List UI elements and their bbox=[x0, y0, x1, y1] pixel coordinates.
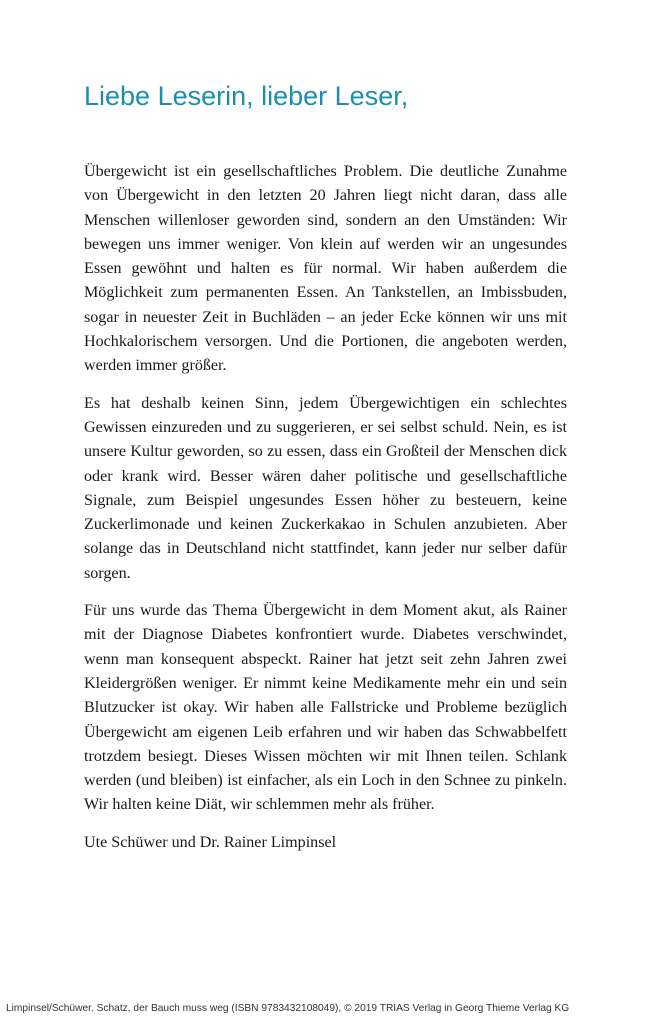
paragraph-1: Übergewicht ist ein gesellschaftliches Problem. Die deutliche Zunahme von Übergewicht in den letzten 20 Jahren liegt nicht daran, dass alle Menschen willenloser geworden sind, sondern an den Umständen: Wir bewegen uns immer weniger. Von klein auf werden wir an ungesundes Essen gewöhnt und halten es für normal. Wir haben außerdem die Möglichkeit zum permanenten Essen. An Tankstellen, an Imbissbuden, sogar in neuester Zeit in Buchläden – an jeder Ecke können wir uns mit Hochkalorischem versorgen. Und die Portionen, die angeboten werden, werden immer größer. bbox=[84, 163, 567, 375]
paragraph-2: Es hat deshalb keinen Sinn, jedem Übergewichtigen ein schlechtes Gewissen einzureden und zu suggerieren, er sei selbst schuld. Nein, es ist unsere Kultur geworden, so zu essen, dass ein Großteil der Menschen dick oder krank wird. Besser wären daher politische und gesellschaftliche Signale, zum Beispiel ungesundes Essen höher zu besteuern, keine Zuckerlimonade und keinen Zuckerkakao in Schulen anzubieten. Aber solange das in Deutschland nicht stattfindet, kann jeder nur selber dafür sorgen. bbox=[84, 394, 567, 582]
paragraph-3: Für uns wurde das Thema Übergewicht in dem Moment akut, als Rainer mit der Diagnose Diabetes konfrontiert wurde. Diabetes verschwindet, wenn man konsequent abspeckt. Rainer hat jetzt seit zehn Jahren zwei Kleidergrößen weniger. Er nimmt keine Medikamente mehr ein und sein Blutzucker ist okay. Wir haben alle Fallstricke und Probleme bezüglich Übergewicht am eigenen Leib erfahren und wir haben das Schwabbelfett trotzdem besiegt. Dieses Wissen möchten wir mit Ihnen teilen. Schlank werden (und bleiben) ist einfacher, als ein Loch in den Schnee zu pinkeln. Wir halten keine Diät, wir schlemmen mehr als früher. bbox=[84, 602, 567, 814]
signature: Ute Schüwer und Dr. Rainer Limpinsel bbox=[84, 833, 337, 851]
copyright-footer: Limpinsel/Schüwer. Schatz, der Bauch muss weg (ISBN 9783432108049), © 2019 TRIAS Verlag in Georg Thieme Verlag KG bbox=[6, 1003, 570, 1014]
letter-body bbox=[84, 160, 567, 855]
page-title: Liebe Leserin, lieber Leser, bbox=[84, 81, 409, 111]
